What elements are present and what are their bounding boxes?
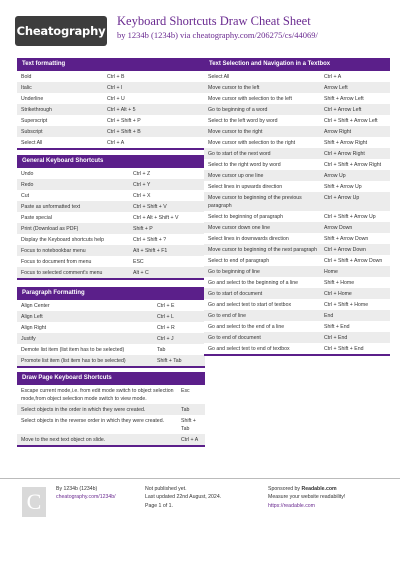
table-row [17, 333, 205, 344]
table-row [204, 266, 390, 277]
shortcut-keys: Ctrl + Shift + B [107, 128, 141, 135]
action-label: Focus to document from menu [21, 258, 92, 265]
section-heading: Draw Page Keyboard Shortcuts [17, 372, 205, 385]
section-general-shortcuts [17, 155, 205, 280]
shortcut-keys: Alt + Shift + F1 [133, 247, 168, 254]
action-label: Select to the left word by word [208, 117, 278, 124]
shortcut-keys: Ctrl + A [324, 73, 342, 80]
action-label: Go to end of line [208, 312, 247, 319]
shortcut-keys: Shift + Home [324, 279, 355, 286]
action-label: Select to the right word by word [208, 161, 281, 168]
action-label: Align Center [21, 302, 50, 309]
table-row [17, 234, 205, 245]
footer-updated: Last updated 22nd August, 2024. [145, 494, 222, 501]
table-row [17, 311, 205, 322]
shortcut-keys: Ctrl + L [157, 313, 174, 320]
table-row [17, 179, 205, 190]
table-row [204, 233, 390, 244]
shortcut-keys: Ctrl + A [181, 436, 199, 443]
action-label: Cut [21, 192, 30, 199]
shortcut-keys: ESC [133, 258, 144, 265]
shortcut-keys: Ctrl + Shift + P [107, 117, 141, 124]
table-row [204, 115, 390, 126]
table-row [17, 385, 205, 404]
action-label: Select All [21, 139, 43, 146]
shortcut-keys: Ctrl + J [157, 335, 174, 342]
shortcut-keys: Ctrl + Z [133, 170, 151, 177]
table-row [17, 415, 205, 434]
shortcut-keys: Shift + Arrow Right [324, 139, 368, 146]
action-label: Go to start of the next word [208, 150, 271, 157]
shortcut-keys: Esc [181, 387, 190, 394]
page-title: Keyboard Shortcuts Draw Cheat Sheet [117, 14, 311, 28]
action-label: Select All [208, 73, 230, 80]
section-heading: Text Selection and Navigation in a Textbox [204, 58, 390, 71]
shortcut-keys: Ctrl + B [107, 73, 125, 80]
action-label: Move cursor down one line [208, 224, 270, 231]
page-header [0, 0, 400, 58]
section-divider [17, 278, 205, 280]
shortcut-keys: Ctrl + Alt + 5 [107, 106, 136, 113]
table-row [17, 404, 205, 415]
table-row [17, 104, 205, 115]
action-label: Display the Keyboard shortcuts help [21, 236, 105, 243]
shortcut-keys: Ctrl + Shift + Home [324, 301, 369, 308]
footer-author: By 1234b (1234b) [56, 486, 98, 492]
shortcut-keys: Tab [157, 346, 166, 353]
table-row [204, 82, 390, 93]
table-row [17, 344, 205, 355]
action-label: Select lines in downwards direction [208, 235, 289, 242]
action-label: Select objects in the order in which they were created. [21, 406, 146, 413]
action-label: Underline [21, 95, 44, 102]
action-label: Escape current mode,i.e. from edit mode switch to object selection mode,from object selection mode switch to view mode. [21, 387, 174, 402]
page-footer [0, 478, 400, 518]
footer-published: Not published yet. [145, 486, 187, 492]
footer-page-number: Page 1 of 1. [145, 502, 173, 509]
table-row [17, 93, 205, 104]
shortcut-keys: Tab [181, 406, 190, 413]
table-row [17, 267, 205, 278]
table-row [204, 170, 390, 181]
table-row [17, 355, 205, 366]
shortcut-keys: Shift + Arrow Up [324, 183, 362, 190]
action-label: Paste special [21, 214, 52, 221]
table-row [204, 244, 390, 255]
shortcut-keys: Ctrl + End [324, 334, 348, 341]
shortcut-keys: Arrow Down [324, 224, 353, 231]
action-label: Print (Download as PDF) [21, 225, 79, 232]
table-row [204, 93, 390, 104]
action-label: Select objects in the reverse order in which they were created. [21, 417, 165, 424]
action-label: Move cursor with selection to the left [208, 95, 292, 102]
action-label: Bold [21, 73, 32, 80]
table-row [17, 223, 205, 234]
section-divider [17, 445, 205, 447]
shortcut-keys: Shift + P [133, 225, 153, 232]
action-label: Move cursor with selection to the right [208, 139, 296, 146]
shortcut-keys: Shift + Tab [181, 417, 196, 432]
shortcut-keys: Ctrl + I [107, 84, 123, 91]
table-row [17, 245, 205, 256]
shortcut-keys: Ctrl + X [133, 192, 151, 199]
table-row [17, 201, 205, 212]
footer-sponsor-name[interactable]: Readable.com [301, 486, 337, 492]
section-paragraph-formatting [17, 287, 205, 368]
action-label: Undo [21, 170, 34, 177]
action-label: Focus to notebookbar menu [21, 247, 86, 254]
shortcut-keys: Shift + End [324, 323, 350, 330]
table-row [204, 104, 390, 115]
table-row [204, 343, 390, 354]
shortcut-keys: Alt + C [133, 269, 149, 276]
action-label: Align Left [21, 313, 43, 320]
shortcut-keys: Arrow Right [324, 128, 352, 135]
action-label: Select lines in upwards direction [208, 183, 283, 190]
shortcut-keys: Ctrl + R [157, 324, 175, 331]
shortcut-keys: Ctrl + Shift + Arrow Up [324, 213, 376, 220]
section-text-selection [204, 58, 390, 356]
shortcut-keys: Ctrl + Shift + V [133, 203, 167, 210]
shortcut-keys: End [324, 312, 334, 319]
table-row [17, 434, 205, 445]
action-label: Move cursor to beginning of the previous paragraph [208, 194, 302, 209]
action-label: Go to beginning of a word [208, 106, 268, 113]
action-label: Demote list item (list item has to be selected) [21, 346, 125, 353]
section-draw-page [17, 372, 205, 447]
table-row [17, 168, 205, 179]
table-row [204, 299, 390, 310]
table-row [204, 211, 390, 222]
footer-author-link[interactable]: cheatography.com/1234b/ [56, 494, 116, 501]
table-row [204, 126, 390, 137]
table-row [204, 148, 390, 159]
table-row [17, 137, 205, 148]
footer-sponsor-text: Measure your website readability! [268, 494, 346, 501]
table-row [17, 115, 205, 126]
section-heading: Paragraph Formatting [17, 287, 205, 300]
shortcut-keys: Shift + Tab [157, 357, 182, 364]
table-row [204, 222, 390, 233]
cheatography-c-logo: C [22, 487, 46, 517]
shortcut-keys: Ctrl + Home [324, 290, 352, 297]
shortcut-keys: Ctrl + Shift + Arrow Down [324, 257, 383, 264]
shortcut-keys: Ctrl + Arrow Right [324, 150, 365, 157]
action-label: Superscript [21, 117, 48, 124]
section-divider [204, 354, 390, 356]
action-label: Paste as unformatted text [21, 203, 81, 210]
action-label: Align Right [21, 324, 47, 331]
action-label: Move cursor to the left [208, 84, 260, 91]
footer-sponsor-link[interactable]: https://readable.com [268, 502, 316, 509]
table-row [17, 212, 205, 223]
shortcut-keys: Ctrl + Arrow Left [324, 106, 362, 113]
action-label: Focus to selected comment's menu [21, 269, 103, 276]
table-row [204, 192, 390, 211]
action-label: Go and select text to end of textbox [208, 345, 290, 352]
shortcut-keys: Ctrl + A [107, 139, 125, 146]
cheatography-logo[interactable]: Cheatography [15, 16, 107, 46]
action-label: Move cursor to the right [208, 128, 263, 135]
table-row [204, 288, 390, 299]
shortcut-keys: Ctrl + U [107, 95, 125, 102]
shortcut-keys: Shift + Arrow Down [324, 235, 369, 242]
action-label: Redo [21, 181, 34, 188]
shortcut-keys: Ctrl + Alt + Shift + V [133, 214, 179, 221]
action-label: Go and select to the end of a line [208, 323, 285, 330]
table-row [204, 71, 390, 82]
shortcut-keys: Ctrl + E [157, 302, 175, 309]
shortcut-keys: Ctrl + Y [133, 181, 151, 188]
action-label: Italic [21, 84, 32, 91]
table-row [204, 255, 390, 266]
action-label: Promote list item (list item has to be selected) [21, 357, 126, 364]
table-row [17, 256, 205, 267]
table-row [204, 181, 390, 192]
action-label: Subscript [21, 128, 43, 135]
section-divider [17, 148, 205, 150]
section-heading: General Keyboard Shortcuts [17, 155, 205, 168]
table-row [204, 137, 390, 148]
section-text-formatting [17, 58, 205, 150]
action-label: Strikethrough [21, 106, 52, 113]
table-row [204, 332, 390, 343]
table-row [17, 71, 205, 82]
action-label: Go and select to the beginning of a line [208, 279, 298, 286]
action-label: Move to the next text object on slide. [21, 436, 106, 443]
shortcut-keys: Ctrl + Shift + Arrow Left [324, 117, 378, 124]
table-row [204, 159, 390, 170]
table-row [204, 321, 390, 332]
action-label: Move cursor up one line [208, 172, 264, 179]
table-row [17, 322, 205, 333]
shortcut-keys: Ctrl + Shift + ? [133, 236, 167, 243]
action-label: Go to end of document [208, 334, 261, 341]
action-label: Justify [21, 335, 36, 342]
section-divider [17, 366, 205, 368]
table-row [17, 300, 205, 311]
shortcut-keys: Shift + Arrow Left [324, 95, 364, 102]
table-row [204, 310, 390, 321]
shortcut-keys: Ctrl + Arrow Up [324, 194, 360, 201]
shortcut-keys: Arrow Up [324, 172, 346, 179]
table-row [17, 82, 205, 93]
table-row [17, 126, 205, 137]
shortcut-keys: Home [324, 268, 338, 275]
action-label: Go to beginning of line [208, 268, 260, 275]
table-row [17, 190, 205, 201]
shortcut-keys: Ctrl + Shift + Arrow Right [324, 161, 382, 168]
action-label: Select to beginning of paragraph [208, 213, 283, 220]
action-label: Move cursor to beginning of the next paragraph [208, 246, 318, 253]
shortcut-keys: Ctrl + Arrow Down [324, 246, 366, 253]
action-label: Go to start of document [208, 290, 263, 297]
action-label: Select to end of paragraph [208, 257, 270, 264]
section-heading: Text formatting [17, 58, 205, 71]
footer-sponsor-prefix: Sponsored by [268, 486, 302, 492]
shortcut-keys: Ctrl + Shift + End [324, 345, 364, 352]
page-subtitle[interactable]: by 1234b (1234b) via cheatography.com/206275/cs/44069/ [117, 30, 318, 40]
table-row [204, 277, 390, 288]
shortcut-keys: Arrow Left [324, 84, 348, 91]
action-label: Go and select text to start of textbox [208, 301, 292, 308]
